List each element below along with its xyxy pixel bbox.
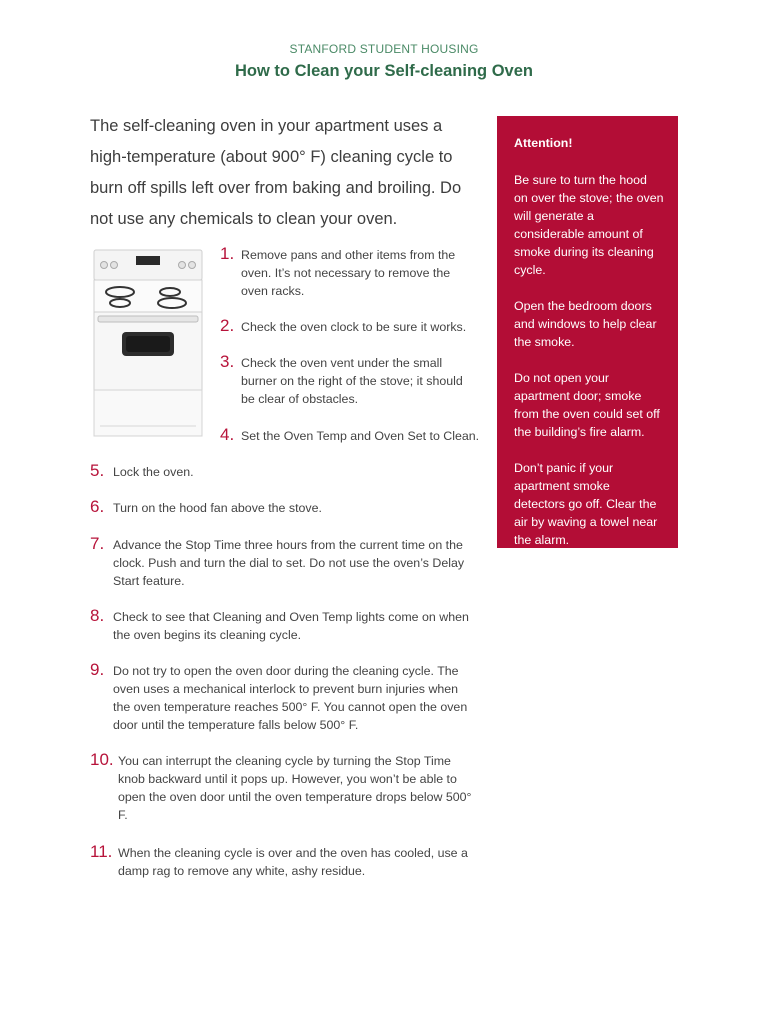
step-number: 8. <box>90 606 105 625</box>
step-text: When the cleaning cycle is over and the oven has cooled, use a damp rag to remove any white, ashy residue. <box>118 846 468 878</box>
step-number: 5. <box>90 461 105 480</box>
step-text: Lock the oven. <box>113 465 194 479</box>
step-text: Check the oven clock to be sure it works. <box>241 320 467 334</box>
step-number: 3. <box>220 352 235 371</box>
step-text: Set the Oven Temp and Oven Set to Clean. <box>241 429 480 443</box>
step-4 <box>220 427 490 445</box>
step-number: 9. <box>90 660 105 679</box>
step-text: Remove pans and other items from the oven. It’s not necessary to remove the oven racks. <box>241 248 456 298</box>
step-5 <box>90 463 475 481</box>
step-number: 2. <box>220 316 235 335</box>
attention-paragraph: Don’t panic if your apartment smoke detectors go off. Clear the air by waving a towel near the alarm. <box>514 461 658 547</box>
page-title: How to Clean your Self-cleaning Oven <box>235 62 533 80</box>
step-2 <box>220 318 478 336</box>
step-11 <box>90 844 475 880</box>
attention-paragraph: Open the bedroom doors and windows to help clear the smoke. <box>514 299 657 349</box>
org-name: STANFORD STUDENT HOUSING <box>289 42 479 56</box>
step-1 <box>220 246 478 300</box>
step-number: 1. <box>220 244 235 263</box>
step-8 <box>90 608 475 644</box>
step-10 <box>90 752 475 824</box>
step-text: You can interrupt the cleaning cycle by turning the Stop Time knob backward until it pops up. However, you won’t be able to open the oven door until the oven temperature drops below 500° F. <box>118 754 472 822</box>
step-7 <box>90 536 475 590</box>
step-3 <box>220 354 478 408</box>
step-number: 10. <box>90 750 114 769</box>
oven-illustration <box>92 248 204 438</box>
step-6 <box>90 499 475 517</box>
step-text: Do not try to open the oven door during the cleaning cycle. The oven uses a mechanical interlock to prevent burn injuries when the oven temperature reaches 500° F. You cannot open the oven door until the temperature falls below 500° F. <box>113 664 468 732</box>
step-9 <box>90 662 475 734</box>
step-text: Check the oven vent under the small burner on the right of the stove; it should be clear of obstacles. <box>241 356 463 406</box>
intro-paragraph: The self-cleaning oven in your apartment uses a high-temperature (about 900° F) cleaning cycle to burn off spills left over from baking and broiling. Do not use any chemicals to clean your oven. <box>90 117 462 228</box>
attention-box <box>497 116 678 548</box>
step-text: Check to see that Cleaning and Oven Temp lights come on when the oven begins its cleaning cycle. <box>113 610 469 642</box>
attention-paragraph: Do not open your apartment door; smoke from the oven could set off the building’s fire alarm. <box>514 371 660 439</box>
step-number: 11. <box>90 842 113 861</box>
attention-heading: Attention! <box>514 136 573 150</box>
step-number: 6. <box>90 497 105 516</box>
step-number: 4. <box>220 425 235 444</box>
step-text: Advance the Stop Time three hours from the current time on the clock. Push and turn the dial to set. Do not use the oven’s Delay Start feature. <box>113 538 465 588</box>
attention-paragraph: Be sure to turn the hood on over the stove; the oven will generate a considerable amount of smoke during its cleaning cycle. <box>514 173 664 277</box>
step-number: 7. <box>90 534 105 553</box>
step-text: Turn on the hood fan above the stove. <box>113 501 322 515</box>
